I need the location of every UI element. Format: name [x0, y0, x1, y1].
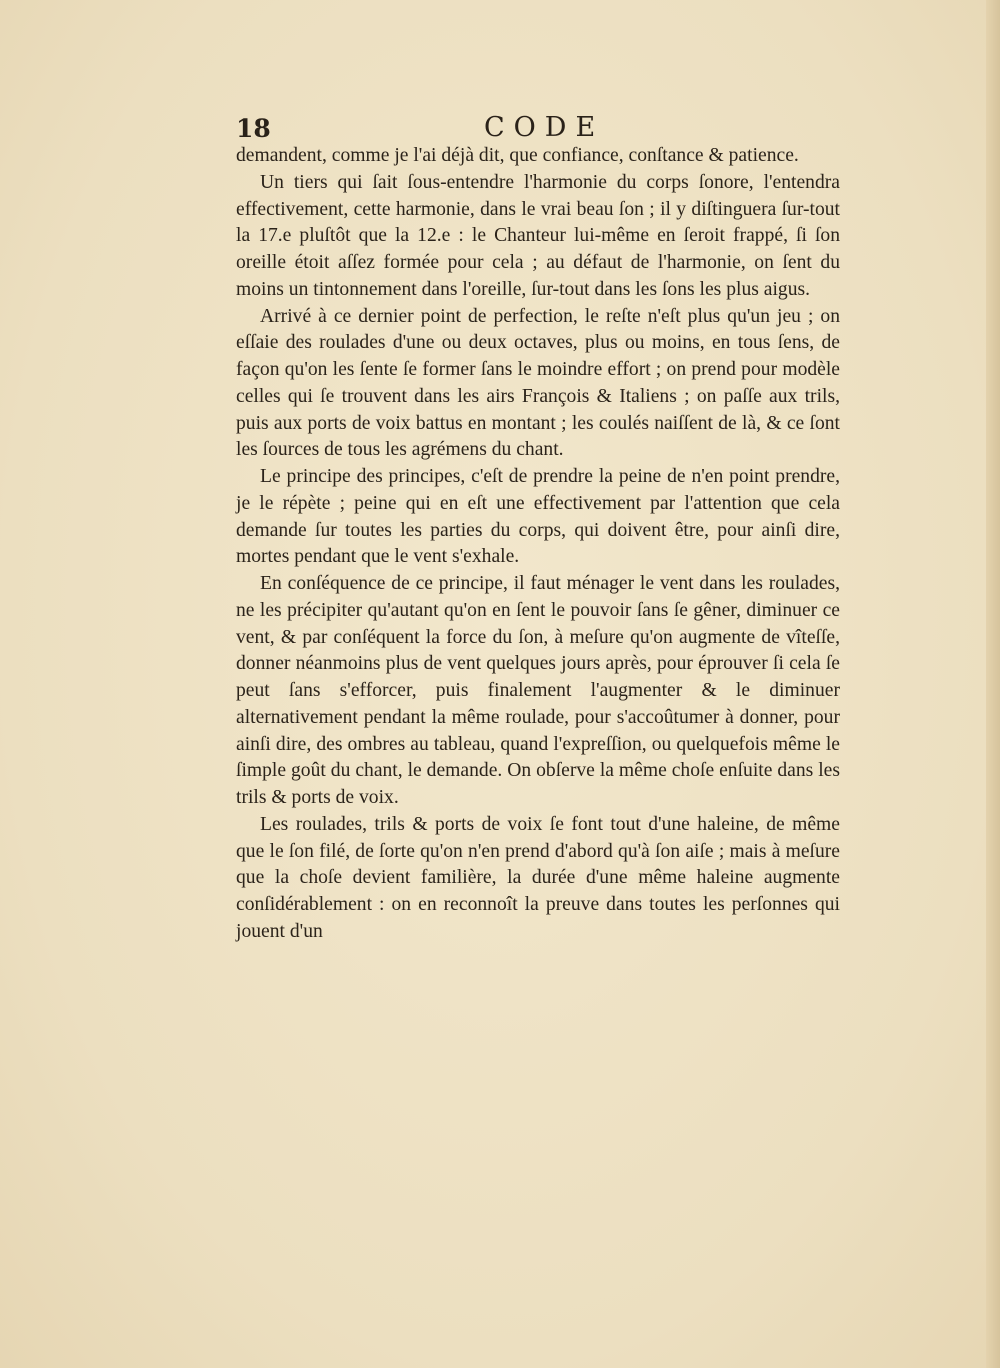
body-text — [236, 143, 840, 946]
running-title: CODE — [484, 112, 605, 143]
paragraph-principle: Le principe des principes, c'eſt de prendre la peine de n'en point prendre, je le répète ; peine qui en eſt une effectivement par l'attention que cela demande ſur toutes les parties du corps, qui doivent être, pour ainſi dire, mortes pendant que le vent s'exhale. — [236, 466, 840, 568]
paragraph-harmony: Un tiers qui ſait ſous-entendre l'harmonie du corps ſonore, l'entendra effectivement, cette harmonie, dans le vrai beau ſon ; il y diſtinguera ſur-tout la 17.e pluſtôt que la 12.e : le Chanteur lui-même en ſeroit frappé, ſi ſon oreille étoit aſſez formée pour cela ; au défaut de l'harmonie, on ſent du moins un tintonnement dans l'oreille, ſur-tout dans les ſons les plus aigus. — [236, 171, 840, 300]
paragraph-roulades: Les roulades, trils & ports de voix ſe font tout d'une haleine, de même que le ſon filé, de ſorte qu'on n'en prend d'abord qu'à ſon aiſe ; mais à meſure que la choſe devient familière, la durée d'une même haleine augmente conſidérablement : on en reconnoît la preuve dans toutes les perſonnes qui jouent d'un — [236, 813, 840, 942]
paragraph-continuation: demandent, comme je l'ai déjà dit, que confiance, conſtance & patience. — [236, 145, 799, 166]
paragraph-perfection: Arrivé à ce dernier point de perfection, le reſte n'eſt plus qu'un jeu ; on eſſaie des roulades d'une ou deux octaves, plus ou moins, en tous ſens, de façon qu'on les ſente ſe former ſans le moindre effort ; on prend pour modèle celles qui ſe trouvent dans les airs François & Italiens ; on paſſe aux trils, puis aux ports de voix battus en montant ; les coulés naiſſent de là, & ce ſont les ſources de tous les agrémens du chant. — [236, 305, 840, 461]
paragraph-consequence: En conſéquence de ce principe, il faut ménager le vent dans les roulades, ne les précipiter qu'autant qu'on en ſent le pouvoir ſans ſe gêner, diminuer ce vent, & par conſéquent la force du ſon, à meſure qu'on augmente de vîteſſe, donner néanmoins plus de vent quelques jours après, pour éprouver ſi cela ſe peut ſans s'efforcer, puis finalement l'augmenter & le diminuer alternativement pendant la même roulade, pour s'accoûtumer à donner, pour ainſi dire, des ombres au tableau, quand l'expreſſion, ou quelquefois même le ſimple goût du chant, le demande. On obſerve la même choſe enſuite dans les trils & ports de voix. — [236, 573, 840, 808]
page-edge-shadow — [986, 0, 1000, 1368]
page-number: 18 — [236, 114, 271, 143]
